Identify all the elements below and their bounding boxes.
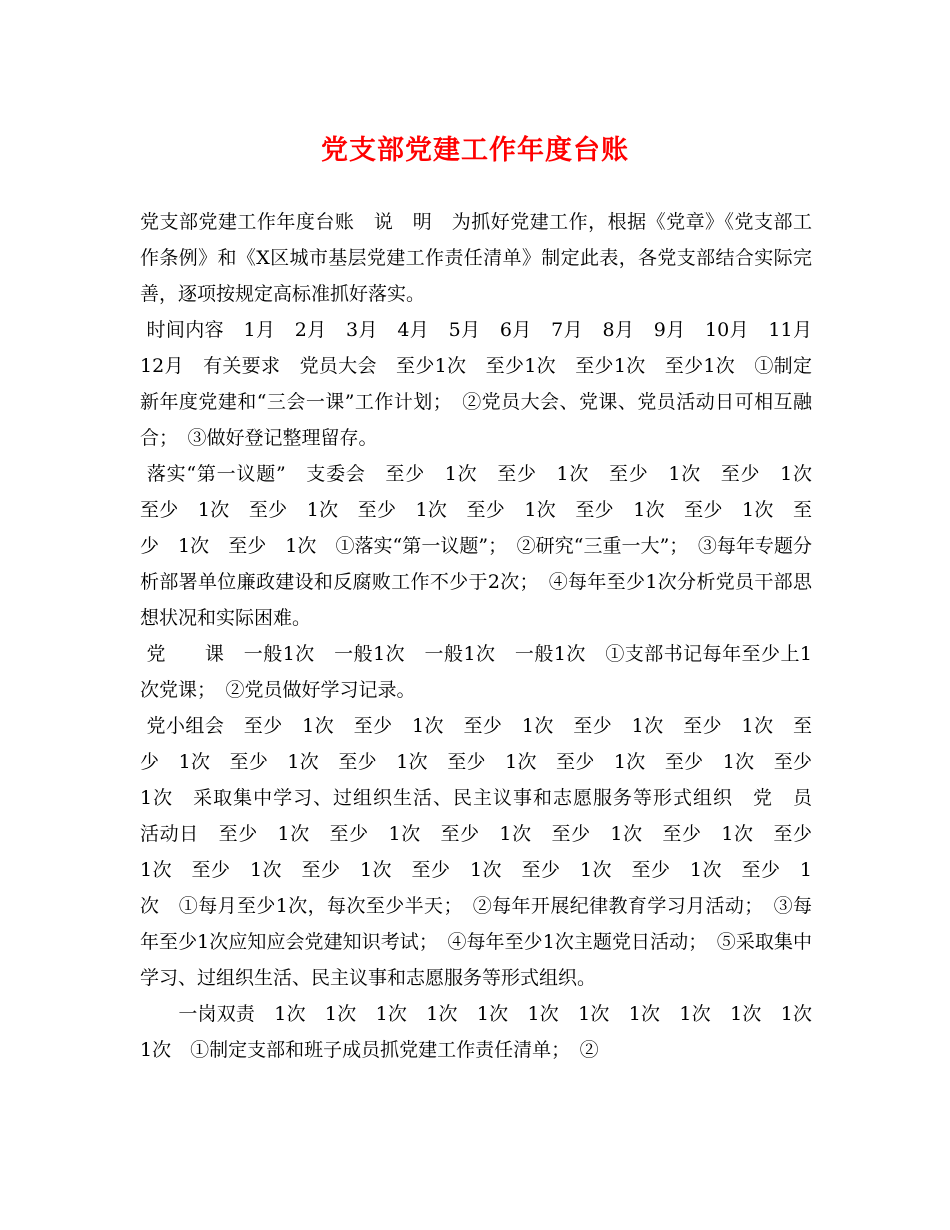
paragraph-dual-responsibility: 一岗双责 1次 1次 1次 1次 1次 1次 1次 1次 1次 1次 1次 1次 ①制定支部和班子成员抓党建工作责任清单； ② — [140, 1003, 832, 1061]
paragraph-party-lecture: 党 课 一般1次 一般1次 一般1次 一般1次 ①支部书记每年至少上1次党课； ②党员做好学习记录。 — [140, 643, 812, 701]
paragraph-party-congress: 时间内容 1月 2月 3月 4月 5月 6月 7月 8月 9月 10月 11月 12月 有关要求 党员大会 至少1次 至少1次 至少1次 至少1次 ①制定新年度党建和“三会一课”工作计划； ②党员大会、党课、党员活动日可相互融合； ③做好登记整理留存。 — [140, 319, 832, 449]
document-body — [140, 204, 832, 1068]
paragraph-group-meeting: 党小组会 至少 1次 至少 1次 至少 1次 至少 1次 至少 1次 至少 1次 至少 1次 至少 1次 至少 1次 至少 1次 至少 1次 至少 1次 采取集中学习、过组织生活、民主议事和志愿服务等形式组织 党 员 活动日 至少 1次 至少 1次 至少 1次 至少 1次 至少 1次 至少 1次 至少 1次 至少 1次 至少 1次 至少 1次 至少 1次 至少 1次 ①每月至少1次，每次至少半天； ②每年开展纪律教育学习月活动； ③每年至少1次应知应会党建知识考试； ④每年至少1次主题党日活动； ⑤采取集中学习、过组织生活、民主议事和志愿服务等形式组织。 — [140, 715, 832, 989]
document-title: 党支部党建工作年度台账 — [321, 135, 629, 166]
paragraph-intro: 党支部党建工作年度台账 说 明 为抓好党建工作，根据《党章》《党支部工作条例》和《X区城市基层党建工作责任清单》制定此表，各党支部结合实际完善，逐项按规定高标准抓好落实。 — [140, 211, 812, 305]
paragraph-branch-committee: 落实“第一议题” 支委会 至少 1次 至少 1次 至少 1次 至少 1次 至少 1次 至少 1次 至少 1次 至少 1次 至少 1次 至少 1次 至少 1次 至少 1次 ①落实“第一议题”； ②研究“三重一大”； ③每年专题分析部署单位廉政建设和反腐败工作不少于2次； ④每年至少1次分析党员干部思想状况和实际困难。 — [140, 463, 831, 629]
